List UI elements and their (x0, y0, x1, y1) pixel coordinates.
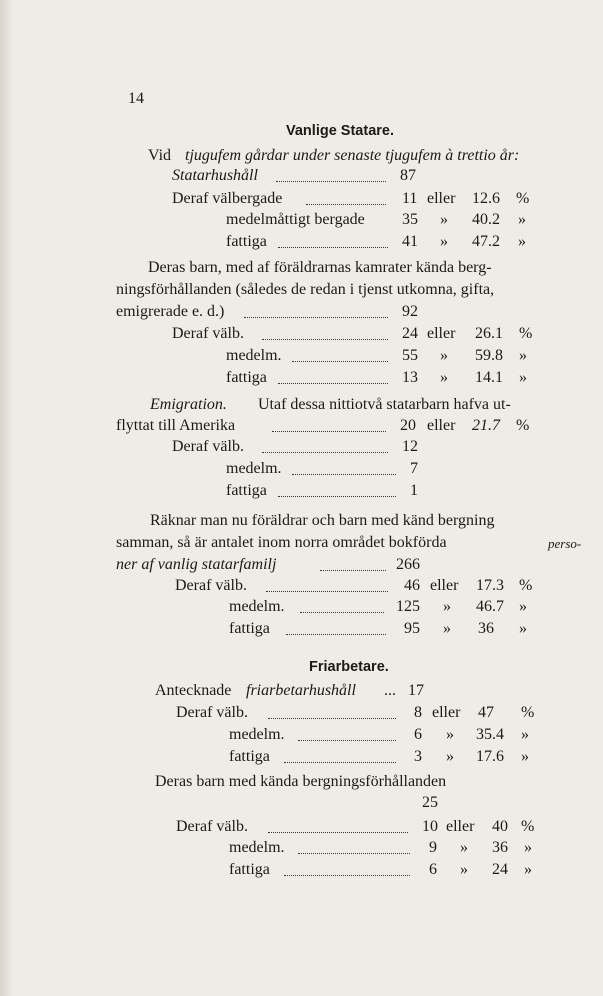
row-unit: % (519, 325, 533, 342)
antecknade-label: Antecknade (155, 682, 232, 699)
intro-text-italic: tjugufem gårdar under senaste tjugufem à trettio år: (185, 147, 520, 164)
emigration-count: 20 (400, 417, 416, 434)
row-percent: 17.6 (476, 748, 504, 765)
row-label: fattiga (229, 748, 270, 765)
paragraph-line: Deras barn, med af föräldrarnas kamrater kända berg- (148, 259, 492, 276)
row-ditto: » (440, 369, 448, 386)
row-count: 46 (404, 577, 420, 594)
paragraph-line: flyttat till Amerika (116, 417, 236, 434)
row-label: fattiga (226, 233, 267, 250)
page-number: 14 (128, 90, 144, 107)
leader-dots (298, 740, 396, 741)
barn-value: 25 (422, 794, 438, 811)
row-label: fattiga (229, 861, 270, 878)
row-eller: eller (446, 818, 475, 835)
paragraph-line: Deras barn med kända bergningsförhållanden (155, 773, 447, 790)
row-percent: 40.2 (472, 211, 500, 228)
leader-dots (284, 762, 396, 763)
leader-dots (306, 204, 386, 205)
leader-dots (284, 875, 410, 876)
row-percent: 12.6 (472, 190, 500, 207)
row-label: fattiga (229, 620, 270, 637)
row-unit: % (521, 818, 535, 835)
leader-dots (266, 591, 388, 592)
row-count: 6 (429, 861, 437, 878)
row-label: Deraf välb. (172, 325, 244, 342)
row-label: Deraf välb. (176, 704, 248, 721)
leader-dots (300, 612, 384, 613)
row-count: 35 (402, 211, 418, 228)
row-label: medelm. (229, 598, 285, 615)
row-count: 55 (402, 347, 418, 364)
leader-dots (278, 496, 396, 497)
leader-dots (268, 832, 408, 833)
row-percent: 26.1 (475, 325, 503, 342)
leader-dots (292, 361, 388, 362)
leader-dots (276, 181, 386, 182)
row-ditto: » (460, 839, 468, 856)
paragraph-line-italic: ner af vanlig statarfamilj (116, 556, 277, 573)
row-ditto: » (460, 861, 468, 878)
row-label: Deraf välb. (172, 438, 244, 455)
leader-dots (320, 570, 386, 571)
row-unit: % (516, 417, 530, 434)
paragraph-line: Räknar man nu föräldrar och barn med känd bergning (150, 512, 495, 529)
row-label: medelm. (226, 460, 282, 477)
paragraph-line: samman, så är antalet inom norra området bokförda (116, 534, 447, 551)
row-unit: » (524, 839, 532, 856)
row-percent: 46.7 (476, 598, 504, 615)
row-unit: » (519, 598, 527, 615)
leader-dots (278, 247, 388, 248)
emigration-heading: Emigration. (150, 396, 227, 413)
row-ditto: » (443, 598, 451, 615)
row-unit: » (521, 726, 529, 743)
section-heading-friarbetare: Friarbetare. (309, 659, 389, 675)
row-eller: eller (427, 190, 456, 207)
row-percent: 47.2 (472, 233, 500, 250)
statarhushall-value: 87 (400, 167, 416, 184)
row-ditto: » (443, 620, 451, 637)
row-percent: 40 (492, 818, 508, 835)
row-percent: 35.4 (476, 726, 504, 743)
row-unit: » (521, 748, 529, 765)
row-count: 13 (402, 369, 418, 386)
paragraph-line: Utaf dessa nittiotvå statarbarn hafva ut- (258, 396, 511, 413)
row-label: fattiga (226, 369, 267, 386)
row-unit: » (519, 347, 527, 364)
row-count: 11 (402, 190, 418, 207)
row-unit: % (516, 190, 530, 207)
row-count: 95 (404, 620, 420, 637)
row-unit: » (519, 620, 527, 637)
leader-dots (272, 431, 386, 432)
barn-value: 92 (402, 303, 418, 320)
row-count: 8 (414, 704, 422, 721)
row-percent: 17.3 (476, 577, 504, 594)
antecknade-label-italic: friarbetarhushåll (246, 682, 356, 699)
paragraph-line: emigrerade e. d.) (116, 303, 225, 320)
row-ditto: » (440, 211, 448, 228)
row-ditto: » (440, 233, 448, 250)
row-count: 1 (410, 482, 418, 499)
row-count: 12 (402, 438, 418, 455)
row-count: 7 (410, 460, 418, 477)
page-edge-shadow (0, 0, 14, 996)
row-label: medelmåttigt bergade (226, 211, 365, 228)
paragraph-line: ningsförhållanden (således de redan i tjenst utkomna, gifta, (116, 281, 495, 298)
leader-dots (262, 452, 388, 453)
row-percent: 36 (492, 839, 508, 856)
row-unit: % (519, 577, 533, 594)
total-value: 266 (396, 556, 420, 573)
row-label: medelm. (229, 839, 285, 856)
row-unit: » (518, 211, 526, 228)
statarhushall-label: Statarhushåll (172, 167, 258, 184)
row-percent: 36 (478, 620, 494, 637)
row-ditto: » (440, 347, 448, 364)
row-eller: eller (432, 704, 461, 721)
row-eller: eller (427, 417, 456, 434)
row-label: medelm. (226, 347, 282, 364)
row-eller: eller (430, 577, 459, 594)
antecknade-dots: ... (384, 682, 396, 699)
intro-text: Vid (148, 147, 172, 164)
leader-dots (244, 317, 388, 318)
row-count: 10 (422, 818, 438, 835)
leader-dots (262, 339, 388, 340)
row-count: 125 (396, 598, 420, 615)
leader-dots (292, 474, 396, 475)
row-count: 9 (429, 839, 437, 856)
row-eller: eller (427, 325, 456, 342)
row-ditto: » (446, 726, 454, 743)
row-count: 6 (414, 726, 422, 743)
emigration-percent: 21.7 (472, 417, 500, 434)
leader-dots (278, 383, 388, 384)
leader-dots (286, 634, 386, 635)
row-unit: » (518, 233, 526, 250)
row-label: Deraf välbergade (172, 190, 283, 207)
row-percent: 47 (478, 704, 494, 721)
row-label: fattiga (226, 482, 267, 499)
row-label: medelm. (229, 726, 285, 743)
row-count: 24 (402, 325, 418, 342)
row-percent: 24 (492, 861, 508, 878)
row-percent: 59.8 (475, 347, 503, 364)
row-unit: » (524, 861, 532, 878)
row-count: 3 (414, 748, 422, 765)
row-label: Deraf välb. (176, 818, 248, 835)
section-heading-statare: Vanlige Statare. (286, 123, 394, 139)
row-ditto: » (446, 748, 454, 765)
leader-dots (268, 718, 396, 719)
leader-dots (298, 853, 410, 854)
paragraph-line-italic: perso- (548, 536, 582, 551)
row-label: Deraf välb. (175, 577, 247, 594)
antecknade-value: 17 (408, 682, 424, 699)
row-unit: » (519, 369, 527, 386)
row-percent: 14.1 (475, 369, 503, 386)
row-unit: % (521, 704, 535, 721)
row-count: 41 (402, 233, 418, 250)
